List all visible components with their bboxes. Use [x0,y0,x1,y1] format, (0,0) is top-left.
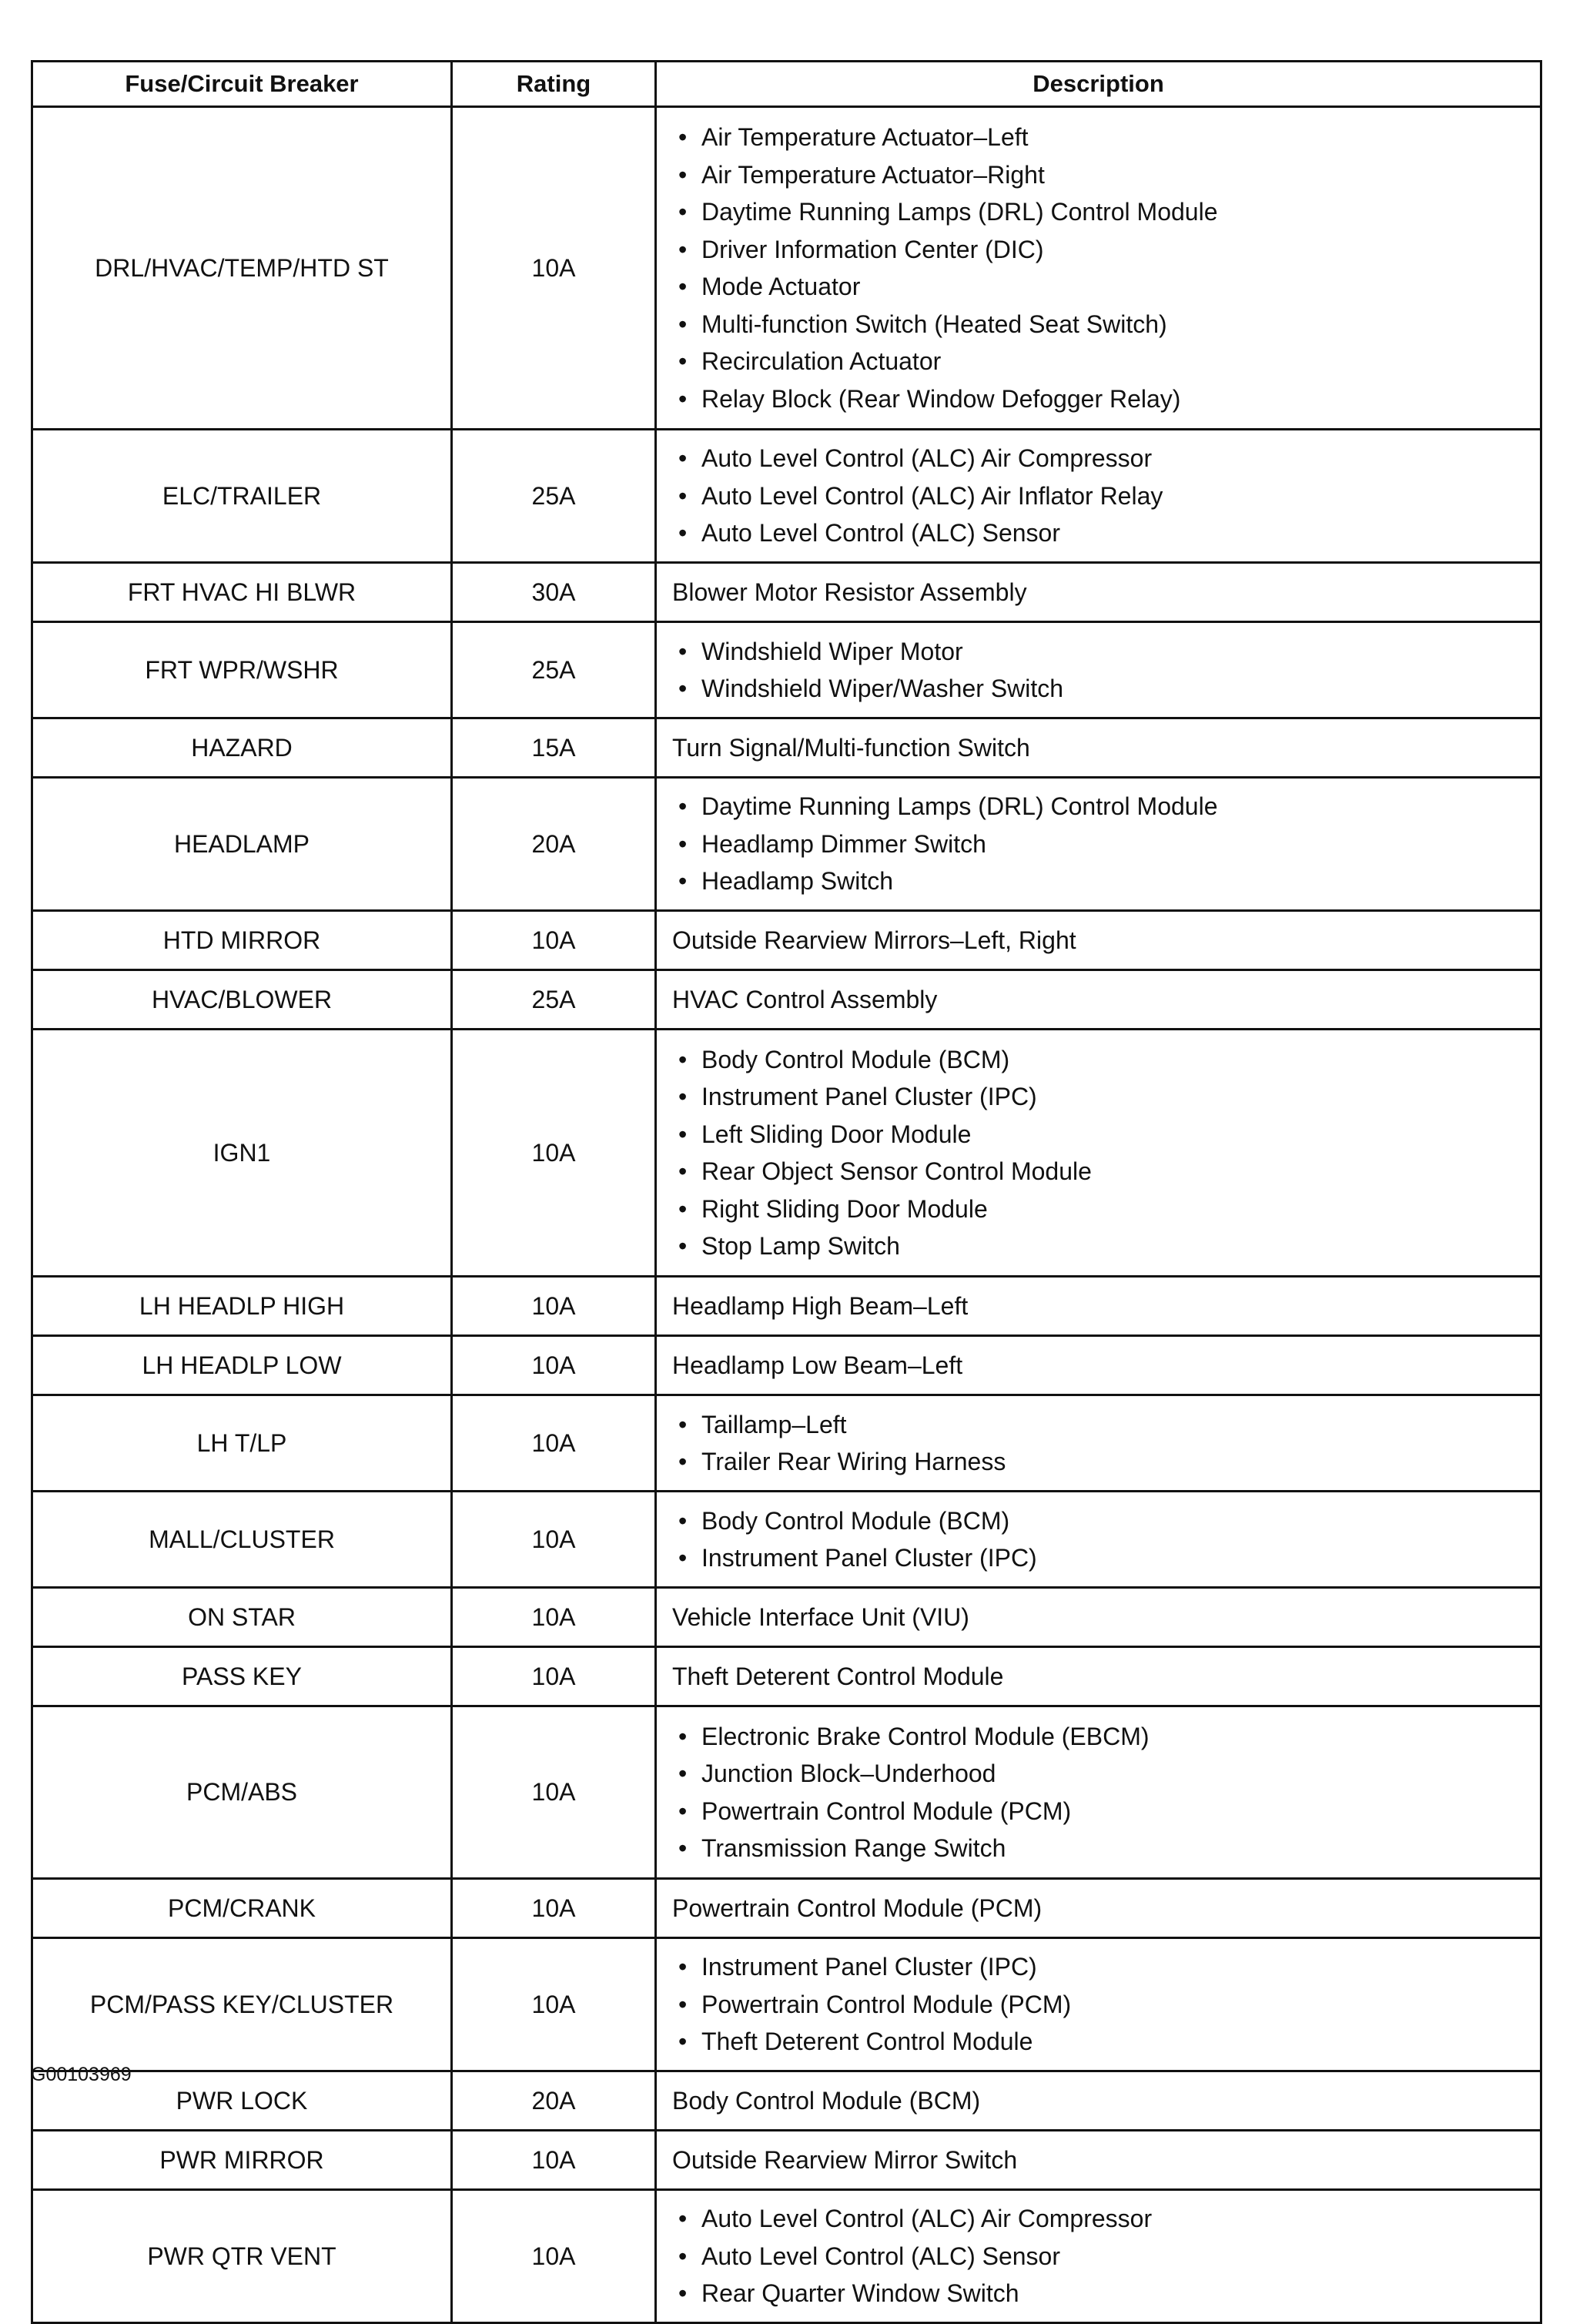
table-row [32,1277,1541,1336]
fuse-name: HEADLAMP [32,778,452,911]
table-row [32,563,1541,622]
description-text: Headlamp High Beam–Left [672,1292,969,1320]
fuse-rating: 10A [452,1879,656,1938]
table-row [32,1395,1541,1492]
description-list [672,1406,1524,1481]
fuse-description [656,1938,1541,2071]
description-item: • Stop Lamp Switch [701,1227,1524,1265]
header-description: Description [656,62,1541,107]
fuse-name: PWR QTR VENT [32,2190,452,2323]
description-list [672,1041,1524,1265]
fuse-description [656,430,1541,563]
fuse-description [656,1030,1541,1277]
fuse-name: PASS KEY [32,1647,452,1706]
fuse-rating: 25A [452,430,656,563]
fuse-rating: 10A [452,911,656,970]
description-item: • Instrument Panel Cluster (IPC) [701,1948,1524,1986]
table-row [32,778,1541,911]
fuse-name: PWR LOCK [32,2071,452,2131]
fuse-name: IGN1 [32,1030,452,1277]
table-row [32,1492,1541,1588]
description-item: • Transmission Range Switch [701,1830,1524,1867]
fuse-name: HTD MIRROR [32,911,452,970]
description-text: Turn Signal/Multi-function Switch [672,734,1030,762]
description-list [672,440,1524,552]
fuse-name: HAZARD [32,718,452,778]
description-text: HVAC Control Assembly [672,986,938,1013]
fuse-table [31,60,1542,2324]
fuse-name: LH T/LP [32,1395,452,1492]
table-row [32,2071,1541,2131]
fuse-name: ELC/TRAILER [32,430,452,563]
description-item: • Mode Actuator [701,268,1524,306]
fuse-rating: 30A [452,563,656,622]
fuse-description [656,2071,1541,2131]
fuse-name: PWR MIRROR [32,2131,452,2190]
figure-id: G00103969 [31,2064,132,2085]
fuse-name: FRT WPR/WSHR [32,622,452,718]
description-item: • Rear Quarter Window Switch [701,2275,1524,2312]
description-item: • Recirculation Actuator [701,343,1524,380]
table-row [32,970,1541,1030]
table-row [32,1706,1541,1879]
fuse-description [656,1277,1541,1336]
description-item: • Right Sliding Door Module [701,1190,1524,1228]
fuse-description [656,1706,1541,1879]
description-list [672,1948,1524,2061]
description-item: • Multi-function Switch (Heated Seat Switch) [701,306,1524,343]
fuse-name: LH HEADLP HIGH [32,1277,452,1336]
description-item: • Auto Level Control (ALC) Air Compressor [701,440,1524,477]
description-text: Theft Deterent Control Module [672,1663,1004,1690]
fuse-description [656,622,1541,718]
fuse-rating: 10A [452,2190,656,2323]
description-text: Vehicle Interface Unit (VIU) [672,1603,969,1631]
description-item: • Daytime Running Lamps (DRL) Control Module [701,193,1524,231]
description-item: • Air Temperature Actuator–Right [701,156,1524,194]
fuse-name: LH HEADLP LOW [32,1336,452,1395]
fuse-rating: 10A [452,1336,656,1395]
description-item: • Left Sliding Door Module [701,1116,1524,1154]
fuse-description [656,1879,1541,1938]
fuse-name: HVAC/BLOWER [32,970,452,1030]
description-item: • Electronic Brake Control Module (EBCM) [701,1718,1524,1756]
fuse-description [656,1492,1541,1588]
description-item: • Air Temperature Actuator–Left [701,119,1524,156]
fuse-description [656,2190,1541,2323]
description-item: • Auto Level Control (ALC) Sensor [701,2238,1524,2275]
description-list [672,119,1524,417]
table-row [32,1588,1541,1647]
table-row [32,718,1541,778]
fuse-rating: 10A [452,1277,656,1336]
fuse-rating: 10A [452,1030,656,1277]
table-row [32,2131,1541,2190]
description-item: • Auto Level Control (ALC) Air Inflator Relay [701,477,1524,515]
table-row [32,911,1541,970]
description-item: • Windshield Wiper/Washer Switch [701,670,1524,708]
description-item: • Taillamp–Left [701,1406,1524,1444]
description-item: • Daytime Running Lamps (DRL) Control Module [701,788,1524,825]
fuse-table-body [32,107,1541,2323]
fuse-description [656,778,1541,911]
fuse-rating: 10A [452,1588,656,1647]
description-text: Blower Motor Resistor Assembly [672,578,1027,606]
description-list [672,2200,1524,2312]
fuse-rating: 10A [452,1395,656,1492]
header-row [32,62,1541,107]
description-item: • Instrument Panel Cluster (IPC) [701,1078,1524,1116]
description-item: • Powertrain Control Module (PCM) [701,1986,1524,2024]
description-text: Powertrain Control Module (PCM) [672,1894,1043,1922]
fuse-description [656,1647,1541,1706]
description-item: • Auto Level Control (ALC) Air Compressor [701,2200,1524,2238]
fuse-rating: 15A [452,718,656,778]
table-row [32,1647,1541,1706]
description-text: Outside Rearview Mirrors–Left, Right [672,926,1076,954]
fuse-rating: 10A [452,1938,656,2071]
fuse-name: PCM/ABS [32,1706,452,1879]
fuse-rating: 20A [452,2071,656,2131]
fuse-name: PCM/CRANK [32,1879,452,1938]
fuse-name: PCM/PASS KEY/CLUSTER [32,1938,452,2071]
fuse-description [656,1588,1541,1647]
fuse-description [656,911,1541,970]
table-row [32,1030,1541,1277]
description-item: • Theft Deterent Control Module [701,2023,1524,2061]
description-item: • Driver Information Center (DIC) [701,231,1524,269]
table-row [32,622,1541,718]
description-text: Headlamp Low Beam–Left [672,1351,963,1379]
description-list [672,788,1524,900]
description-item: • Windshield Wiper Motor [701,633,1524,671]
fuse-description [656,970,1541,1030]
table-row [32,430,1541,563]
description-item: • Body Control Module (BCM) [701,1041,1524,1079]
fuse-rating: 10A [452,107,656,430]
table-row [32,107,1541,430]
fuse-description [656,1336,1541,1395]
header-rating: Rating [452,62,656,107]
description-item: • Body Control Module (BCM) [701,1502,1524,1540]
fuse-rating: 10A [452,1706,656,1879]
table-row [32,2190,1541,2323]
fuse-rating: 10A [452,1492,656,1588]
description-item: • Powertrain Control Module (PCM) [701,1793,1524,1830]
description-item: • Junction Block–Underhood [701,1755,1524,1793]
fuse-name: DRL/HVAC/TEMP/HTD ST [32,107,452,430]
table-row [32,1938,1541,2071]
description-item: • Relay Block (Rear Window Defogger Relay) [701,380,1524,418]
fuse-description [656,563,1541,622]
table-row [32,1336,1541,1395]
fuse-description [656,1395,1541,1492]
fuse-description [656,718,1541,778]
description-item: • Headlamp Switch [701,862,1524,900]
description-item: • Instrument Panel Cluster (IPC) [701,1539,1524,1577]
description-text: Outside Rearview Mirror Switch [672,2146,1018,2174]
description-list [672,1718,1524,1867]
fuse-name: MALL/CLUSTER [32,1492,452,1588]
description-item: • Auto Level Control (ALC) Sensor [701,514,1524,552]
fuse-rating: 20A [452,778,656,911]
header-fuse: Fuse/Circuit Breaker [32,62,452,107]
fuse-rating: 10A [452,1647,656,1706]
fuse-name: FRT HVAC HI BLWR [32,563,452,622]
description-item: • Headlamp Dimmer Switch [701,825,1524,863]
description-list [672,1502,1524,1577]
fuse-description [656,2131,1541,2190]
fuse-description [656,107,1541,430]
description-list [672,633,1524,708]
description-text: Body Control Module (BCM) [672,2087,981,2115]
description-item: • Rear Object Sensor Control Module [701,1153,1524,1190]
fuse-rating: 25A [452,970,656,1030]
fuse-name: ON STAR [32,1588,452,1647]
fuse-rating: 10A [452,2131,656,2190]
table-row [32,1879,1541,1938]
fuse-rating: 25A [452,622,656,718]
description-item: • Trailer Rear Wiring Harness [701,1443,1524,1481]
